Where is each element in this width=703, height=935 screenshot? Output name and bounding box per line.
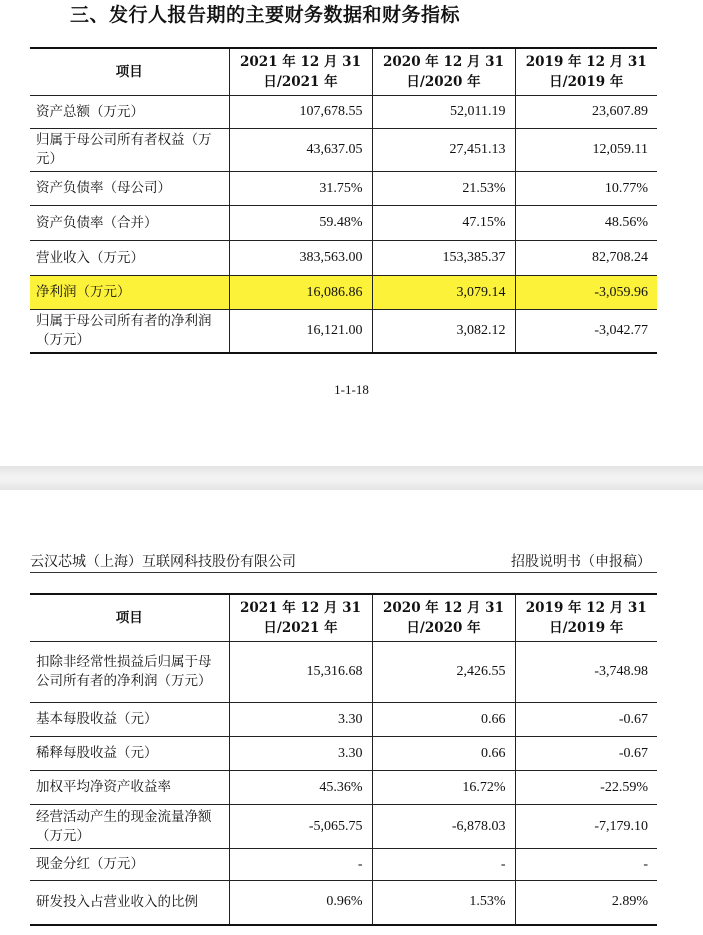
header-2020: 2020 年 12 月 31 日/2020 年 bbox=[372, 594, 515, 642]
row-label: 资产负债率（合并） bbox=[30, 206, 229, 241]
table-row bbox=[30, 206, 657, 241]
financial-table-2 bbox=[30, 593, 657, 926]
value-2020: 3,082.12 bbox=[372, 310, 515, 354]
value-2020: 2,426.55 bbox=[372, 642, 515, 703]
financial-table-1 bbox=[30, 47, 657, 354]
row-label: 稀释每股收益（元） bbox=[30, 737, 229, 771]
value-2021: -5,065.75 bbox=[229, 805, 372, 849]
table-row bbox=[30, 241, 657, 276]
value-2021: 107,678.55 bbox=[229, 96, 372, 129]
value-2021: 16,086.86 bbox=[229, 276, 372, 310]
section-title: 三、发行人报告期的主要财务数据和财务指标 bbox=[70, 4, 461, 26]
page-header bbox=[30, 549, 657, 573]
table-row bbox=[30, 642, 657, 703]
header-2019: 2019 年 12 月 31 日/2019 年 bbox=[515, 48, 657, 96]
value-2021: - bbox=[229, 849, 372, 881]
value-2019: -3,748.98 bbox=[515, 642, 657, 703]
value-2020: - bbox=[372, 849, 515, 881]
row-label: 现金分红（万元） bbox=[30, 849, 229, 881]
table-row bbox=[30, 771, 657, 805]
value-2020: 153,385.37 bbox=[372, 241, 515, 276]
row-label: 资产负债率（母公司） bbox=[30, 172, 229, 206]
table-row bbox=[30, 737, 657, 771]
row-label: 归属于母公司所有者权益（万元） bbox=[30, 129, 229, 172]
value-2020: 21.53% bbox=[372, 172, 515, 206]
value-2021: 0.96% bbox=[229, 881, 372, 925]
row-label: 归属于母公司所有者的净利润（万元） bbox=[30, 310, 229, 354]
page-gap bbox=[0, 466, 703, 490]
row-label: 研发投入占营业收入的比例 bbox=[30, 881, 229, 925]
value-2019: -0.67 bbox=[515, 703, 657, 737]
table-row-highlighted bbox=[30, 276, 657, 310]
value-2021: 31.75% bbox=[229, 172, 372, 206]
value-2019: 48.56% bbox=[515, 206, 657, 241]
header-2021: 2021 年 12 月 31 日/2021 年 bbox=[229, 48, 372, 96]
page-number: 1-1-18 bbox=[334, 382, 369, 397]
value-2021: 43,637.05 bbox=[229, 129, 372, 172]
value-2021: 3.30 bbox=[229, 703, 372, 737]
value-2019: -7,179.10 bbox=[515, 805, 657, 849]
table-row bbox=[30, 129, 657, 172]
value-2021: 16,121.00 bbox=[229, 310, 372, 354]
row-label: 基本每股收益（元） bbox=[30, 703, 229, 737]
header-2019: 2019 年 12 月 31 日/2019 年 bbox=[515, 594, 657, 642]
value-2021: 3.30 bbox=[229, 737, 372, 771]
table-row bbox=[30, 172, 657, 206]
value-2020: -6,878.03 bbox=[372, 805, 515, 849]
document-type: 招股说明书（申报稿） bbox=[511, 554, 651, 570]
value-2019: -3,059.96 bbox=[515, 276, 657, 310]
row-label: 扣除非经常性损益后归属于母公司所有者的净利润（万元） bbox=[30, 642, 229, 703]
table-header-row bbox=[30, 48, 657, 96]
row-label: 加权平均净资产收益率 bbox=[30, 771, 229, 805]
header-2021: 2021 年 12 月 31 日/2021 年 bbox=[229, 594, 372, 642]
value-2020: 0.66 bbox=[372, 703, 515, 737]
value-2020: 3,079.14 bbox=[372, 276, 515, 310]
table-row bbox=[30, 805, 657, 849]
value-2020: 52,011.19 bbox=[372, 96, 515, 129]
value-2019: -22.59% bbox=[515, 771, 657, 805]
document-page-1 bbox=[0, 0, 703, 466]
value-2021: 383,563.00 bbox=[229, 241, 372, 276]
table-row bbox=[30, 703, 657, 737]
row-label: 营业收入（万元） bbox=[30, 241, 229, 276]
table-row bbox=[30, 96, 657, 129]
header-item: 项目 bbox=[30, 48, 229, 96]
company-name: 云汉芯城（上海）互联网科技股份有限公司 bbox=[30, 554, 296, 570]
value-2019: 82,708.24 bbox=[515, 241, 657, 276]
table-row bbox=[30, 881, 657, 925]
table-header-row bbox=[30, 594, 657, 642]
value-2019: 12,059.11 bbox=[515, 129, 657, 172]
value-2020: 0.66 bbox=[372, 737, 515, 771]
value-2021: 59.48% bbox=[229, 206, 372, 241]
value-2019: -0.67 bbox=[515, 737, 657, 771]
value-2019: 23,607.89 bbox=[515, 96, 657, 129]
value-2019: -3,042.77 bbox=[515, 310, 657, 354]
row-label: 资产总额（万元） bbox=[30, 96, 229, 129]
value-2019: - bbox=[515, 849, 657, 881]
value-2019: 2.89% bbox=[515, 881, 657, 925]
value-2020: 1.53% bbox=[372, 881, 515, 925]
value-2020: 16.72% bbox=[372, 771, 515, 805]
value-2021: 15,316.68 bbox=[229, 642, 372, 703]
document-page-2 bbox=[0, 490, 703, 935]
value-2020: 47.15% bbox=[372, 206, 515, 241]
value-2019: 10.77% bbox=[515, 172, 657, 206]
table-row bbox=[30, 310, 657, 354]
header-item: 项目 bbox=[30, 594, 229, 642]
row-label: 经营活动产生的现金流量净额（万元） bbox=[30, 805, 229, 849]
header-2020: 2020 年 12 月 31 日/2020 年 bbox=[372, 48, 515, 96]
table-row bbox=[30, 849, 657, 881]
value-2021: 45.36% bbox=[229, 771, 372, 805]
value-2020: 27,451.13 bbox=[372, 129, 515, 172]
row-label: 净利润（万元） bbox=[30, 276, 229, 310]
